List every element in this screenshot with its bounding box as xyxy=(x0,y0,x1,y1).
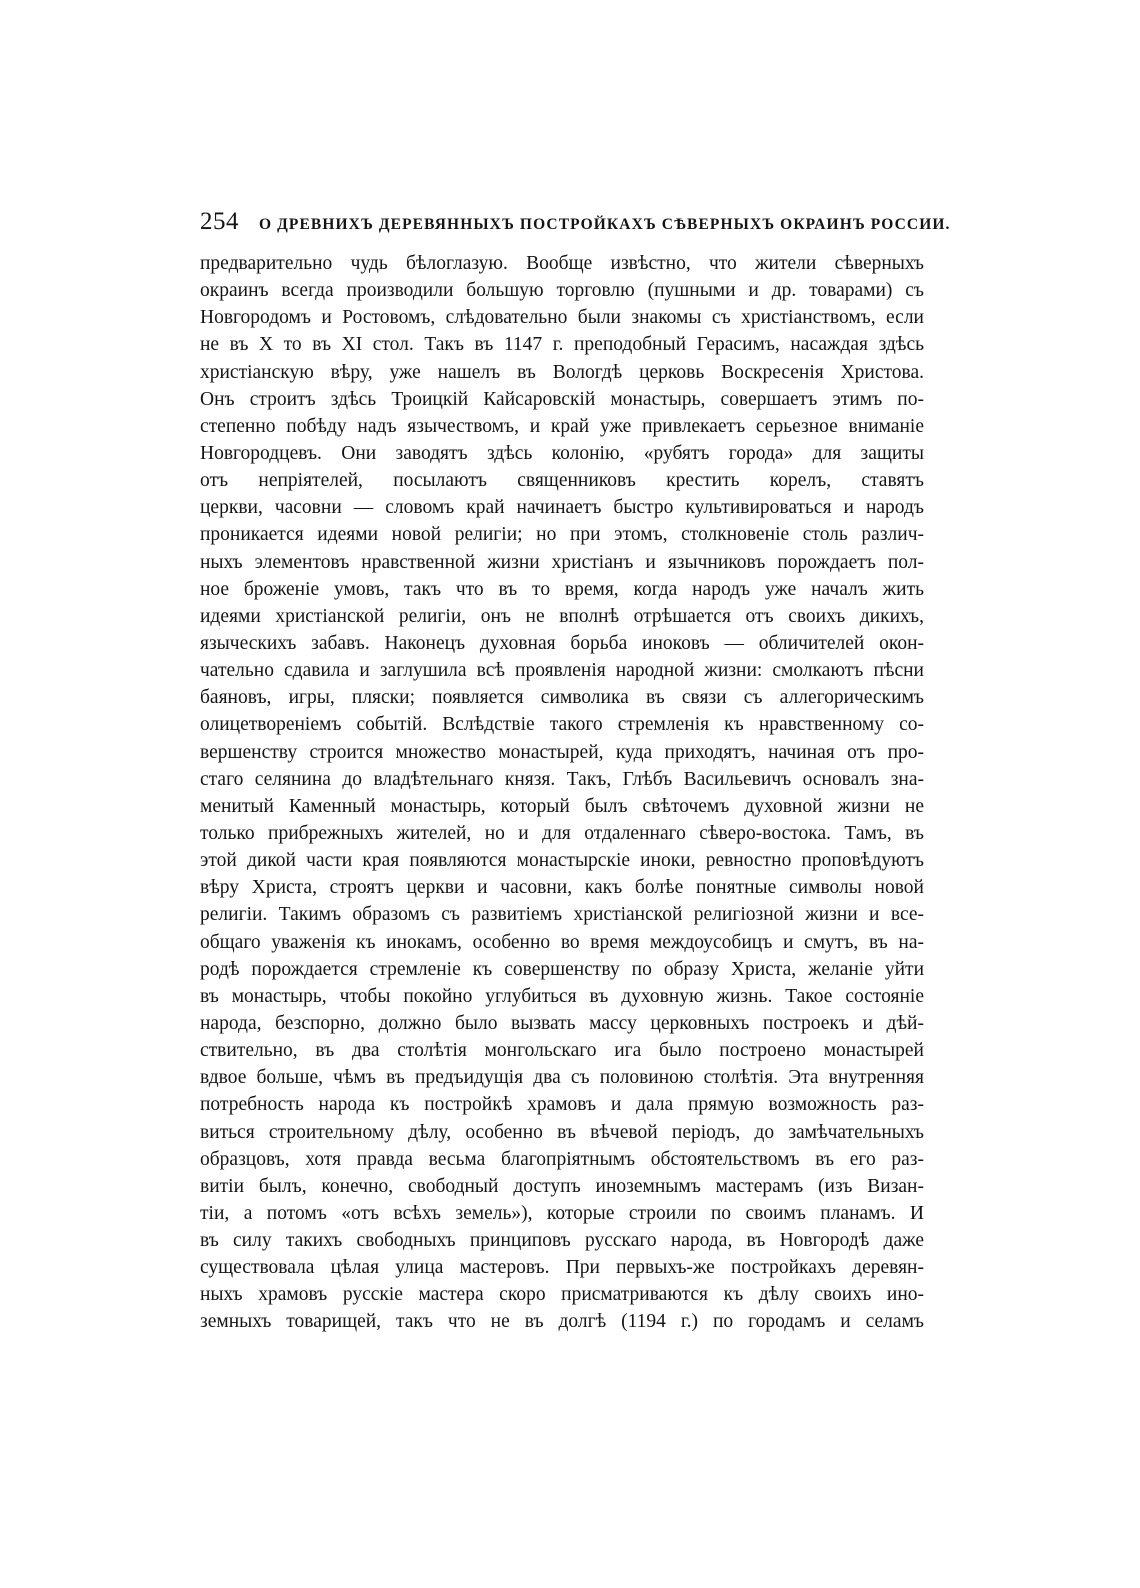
text-line: виться строительному дѣлу, особенно въ вѣчевой періодъ, до замѣчательныхъ xyxy=(200,1121,924,1143)
text-line: существовала цѣлая улица мастеровъ. При первыхъ-же постройкахъ деревян- xyxy=(200,1257,924,1279)
text-line: вдвое больше, чѣмъ въ предъидущія два съ половиною столѣтія. Эта внутренняя xyxy=(200,1067,924,1089)
text-line: ныхъ элементовъ нравственной жизни христіанъ и язычниковъ порождаетъ пол- xyxy=(200,551,924,573)
text-line: вершенству строится множество монастырей, куда приходятъ, начиная отъ про- xyxy=(200,741,924,763)
text-line: общаго уваженія къ инокамъ, особенно во время междоусобицъ и смутъ, въ на- xyxy=(200,931,924,953)
text-line: менитый Каменный монастырь, который былъ свѣточемъ духовной жизни не xyxy=(200,795,924,817)
page-number: 254 xyxy=(200,208,239,235)
text-line: Новгородцевъ. Они заводятъ здѣсь колонію, «рубятъ городa» для защиты xyxy=(200,442,924,464)
text-line: стаго селянина до владѣтельнаго князя. Такъ, Глѣбъ Васильевичъ основалъ зна- xyxy=(200,768,924,790)
text-line: церкви, часовни — словомъ край начинаетъ быстро культивироваться и народъ xyxy=(200,497,924,519)
text-line: идеями христіанской религіи, онъ не вполнѣ отрѣшается отъ своихъ дикихъ, xyxy=(200,605,924,627)
text-line: окраинъ всегда производили большую торговлю (пушными и др. товарами) съ xyxy=(200,280,924,302)
text-line: отъ непріятелей, посылаютъ священниковъ крестить корелъ, ставятъ xyxy=(200,470,924,492)
text-line: не въ X то въ XI стол. Такъ въ 1147 г. преподобный Герасимъ, насаждая здѣсь xyxy=(200,334,924,356)
page-header xyxy=(200,208,951,242)
text-line: ныхъ храмовъ русскіе мастера скоро присматриваются къ дѣлу своихъ ино- xyxy=(200,1284,924,1306)
text-line: Онъ строитъ здѣсь Троицкій Кайсаровскій монастырь, совершаетъ этимъ по- xyxy=(200,388,924,410)
text-line: христіанскую вѣру, уже нашелъ въ Вологдѣ церковь Воскресенія Христова. xyxy=(200,361,924,383)
text-line: образцовъ, хотя правда весьма благопріятнымъ обстоятельствомъ въ его раз- xyxy=(200,1148,924,1170)
text-line: проникается идеями новой религіи; но при этомъ, столкновеніе столь различ- xyxy=(200,524,924,546)
text-line: чательно сдавила и заглушила всѣ проявленія народной жизни: смолкаютъ пѣсни xyxy=(200,660,924,682)
text-line: религіи. Такимъ образомъ съ развитіемъ христіанской религіозной жизни и все- xyxy=(200,904,924,926)
text-line: олицетвореніемъ событій. Вслѣдствіе такого стремленія къ нравственному со- xyxy=(200,714,924,736)
text-line: вѣру Христа, строятъ церкви и часовни, какъ болѣе понятные символы новой xyxy=(200,877,924,899)
text-line: языческихъ забавъ. Наконецъ духовная борьба иноковъ — обличителей окон- xyxy=(200,632,924,654)
text-line: только прибрежныхъ жителей, но и для отдаленнаго сѣверо-востока. Тамъ, въ xyxy=(200,822,924,844)
text-line: родѣ порождается стремленіе къ совершенству по образу Христа, желаніе уйти xyxy=(200,958,924,980)
text-line: Новгородомъ и Ростовомъ, слѣдовательно были знакомы съ христіанствомъ, если xyxy=(200,307,924,329)
text-line: въ монастырь, чтобы покойно углубиться въ духовную жизнь. Такое состояніе xyxy=(200,985,924,1007)
text-line: въ силу такихъ свободныхъ принциповъ русскаго народа, въ Новгородѣ даже xyxy=(200,1230,924,1252)
text-line: народа, безспорно, должно было вызвать массу церковныхъ построекъ и дѣй- xyxy=(200,1012,924,1034)
text-line: степенно побѣду надъ язычествомъ, и край уже привлекаетъ серьезное вниманіе xyxy=(200,415,924,437)
text-line: баяновъ, игры, пляски; появляется символика въ связи съ аллегорическимъ xyxy=(200,687,924,709)
running-head: О ДРЕВНИХЪ ДЕРЕВЯННЫХЪ ПОСТРОЙКАХЪ СѢВЕРНЫХЪ ОКРАИНЪ РОССИИ. xyxy=(259,216,951,233)
text-line: витіи былъ, конечно, свободный доступъ иноземнымъ мастерамъ (изъ Визан- xyxy=(200,1175,924,1197)
text-line: ное броженіе умовъ, такъ что въ то время, когда народъ уже началъ жить xyxy=(200,578,924,600)
text-line: земныхъ товарищей, такъ что не въ долгѣ (1194 г.) по городамъ и селамъ xyxy=(200,1311,924,1333)
body-text xyxy=(200,250,924,1336)
text-line: этой дикой части края появляются монастырскіе иноки, ревностно проповѣдуютъ xyxy=(200,850,924,872)
text-line: тіи, а потомъ «отъ всѣхъ земель»), которые строили по своимъ планамъ. И xyxy=(200,1202,924,1224)
text-line: потребность народа къ постройкѣ храмовъ и дала прямую возможность раз- xyxy=(200,1094,924,1116)
text-line: ствительно, въ два столѣтія монгольскаго ига было построено монастырей xyxy=(200,1040,924,1062)
text-line: предварительно чудь бѣлоглазую. Вообще извѣстно, что жители сѣверныхъ xyxy=(200,253,924,274)
